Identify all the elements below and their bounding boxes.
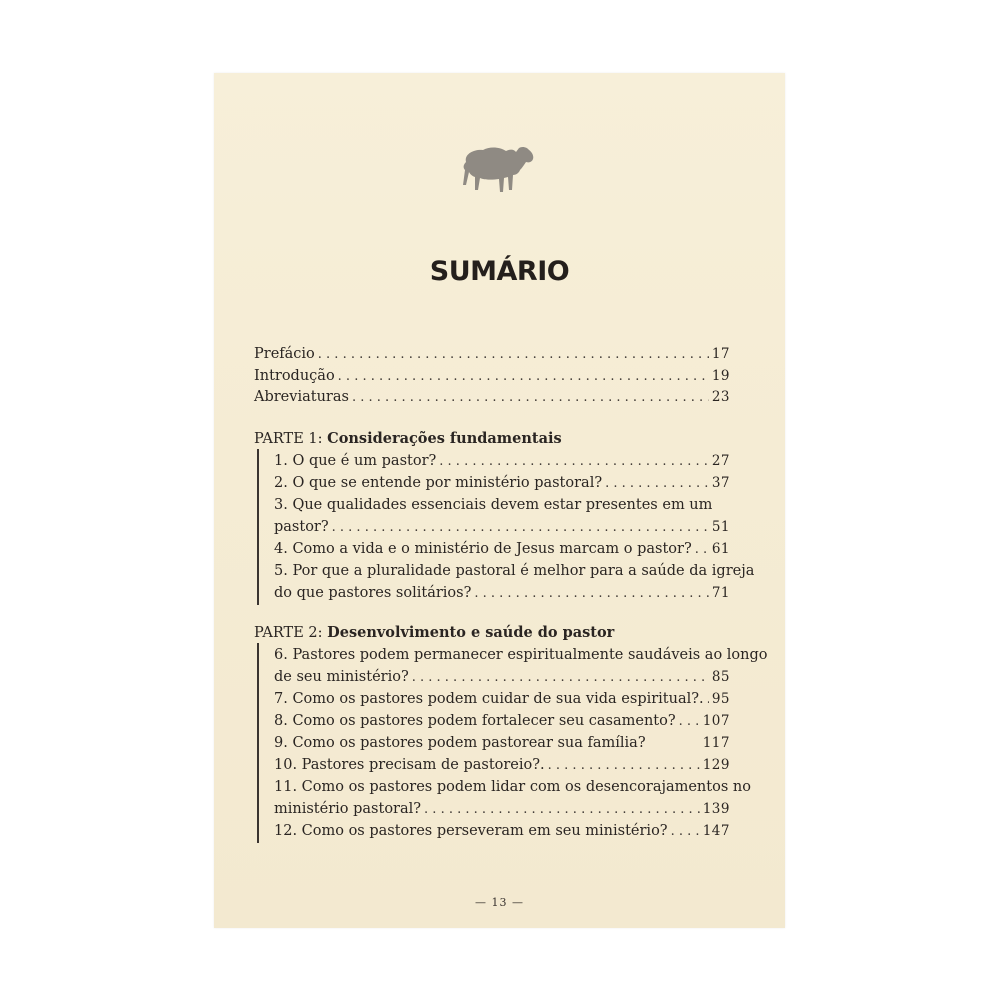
toc-entry-4[interactable] xyxy=(274,538,730,560)
toc-entry-5[interactable] xyxy=(274,582,730,604)
part-2-name: Desenvolvimento e saúde do pastor xyxy=(327,624,615,641)
page-title: SUMÁRIO xyxy=(429,256,570,287)
toc-entry-label: ministério pastoral? xyxy=(274,801,422,817)
part-2-heading xyxy=(254,622,614,644)
toc-entry-page: 117 xyxy=(702,735,730,751)
toc-entry-2[interactable] xyxy=(274,472,730,494)
sheep-icon xyxy=(456,140,536,202)
leader-dots xyxy=(474,583,708,605)
leader-dots xyxy=(318,344,709,366)
toc-entry-label: do que pastores solitários? xyxy=(274,585,472,601)
toc-entry-3-line1[interactable]: 3. Que qualidades essenciais devem estar presentes em um xyxy=(274,497,713,513)
toc-entry-5-line1[interactable]: 5. Por que a pluralidade pastoral é melhor para a saúde da igreja xyxy=(274,563,755,579)
toc-entry-prefacio[interactable] xyxy=(254,343,730,365)
leader-dots xyxy=(338,366,709,388)
leader-dots xyxy=(332,517,709,539)
toc-entry-abreviaturas[interactable] xyxy=(254,386,730,408)
toc-entry-3[interactable] xyxy=(274,516,730,538)
toc-entry-label: Abreviaturas xyxy=(254,389,349,405)
toc-entry-label: de seu ministério? xyxy=(274,669,409,685)
toc-entry-page: 129 xyxy=(702,757,730,773)
leader-dots xyxy=(424,799,700,821)
toc-entry-label: 7. Como os pastores podem cuidar de sua vida espiritual?. xyxy=(274,691,704,707)
page-number: — 13 — xyxy=(475,896,524,909)
part-1-rule xyxy=(257,449,259,605)
toc-entry-8[interactable] xyxy=(274,710,730,732)
toc-entry-label: 8. Como os pastores podem fortalecer seu casamento? xyxy=(274,713,676,729)
toc-entry-page: 19 xyxy=(711,368,730,384)
toc-entry-6-line1[interactable]: 6. Pastores podem permanecer espiritualmente saudáveis ao longo xyxy=(274,647,768,663)
leader-dots xyxy=(352,387,709,409)
toc-entry-page: 37 xyxy=(711,475,730,491)
toc-entry-6[interactable] xyxy=(274,666,730,688)
part-2-label: PARTE 2: xyxy=(254,625,323,641)
part-1-name: Considerações fundamentais xyxy=(327,430,562,447)
leader-dots xyxy=(671,821,700,843)
leader-dots xyxy=(707,689,709,711)
toc-entry-1[interactable] xyxy=(274,450,730,472)
toc-entry-page: 23 xyxy=(711,389,730,405)
toc-entry-label: 4. Como a vida e o ministério de Jesus marcam o pastor? xyxy=(274,541,692,557)
toc-entry-page: 85 xyxy=(711,669,730,685)
toc-entry-9[interactable] xyxy=(274,732,730,754)
leader-dots xyxy=(412,667,709,689)
toc-entry-page: 147 xyxy=(702,823,730,839)
toc-entry-page: 139 xyxy=(702,801,730,817)
toc-entry-page: 61 xyxy=(711,541,730,557)
toc-entry-label: Prefácio xyxy=(254,346,315,362)
leader-dots xyxy=(548,755,700,777)
toc-entry-label: 2. O que se entende por ministério pastoral? xyxy=(274,475,603,491)
toc-entry-page: 17 xyxy=(711,346,730,362)
leader-dots xyxy=(695,539,709,561)
toc-entry-11[interactable] xyxy=(274,798,730,820)
toc-entry-label: pastor? xyxy=(274,519,329,535)
toc-entry-page: 51 xyxy=(711,519,730,535)
part-1-heading xyxy=(254,428,562,450)
toc-entry-label: 12. Como os pastores perseveram em seu ministério? xyxy=(274,823,668,839)
toc-entry-label: 1. O que é um pastor? xyxy=(274,453,437,469)
toc-entry-page: 27 xyxy=(711,453,730,469)
toc-entry-page: 71 xyxy=(711,585,730,601)
toc-entry-label: Introdução xyxy=(254,368,335,384)
toc-entry-11-line1[interactable]: 11. Como os pastores podem lidar com os desencorajamentos no xyxy=(274,779,751,795)
toc-entry-label: 10. Pastores precisam de pastoreio?. xyxy=(274,757,545,773)
toc-entry-introducao[interactable] xyxy=(254,365,730,387)
part-1-label: PARTE 1: xyxy=(254,431,323,447)
toc-entry-page: 95 xyxy=(711,691,730,707)
leader-dots xyxy=(439,451,709,473)
toc-entry-page: 107 xyxy=(702,713,730,729)
toc-entry-label: 9. Como os pastores podem pastorear sua família? xyxy=(274,735,646,751)
toc-entry-12[interactable] xyxy=(274,820,730,842)
part-2-rule xyxy=(257,643,259,843)
toc-entry-10[interactable] xyxy=(274,754,730,776)
leader-dots xyxy=(679,711,700,733)
leader-dots xyxy=(605,473,709,495)
toc-entry-7[interactable] xyxy=(274,688,730,710)
